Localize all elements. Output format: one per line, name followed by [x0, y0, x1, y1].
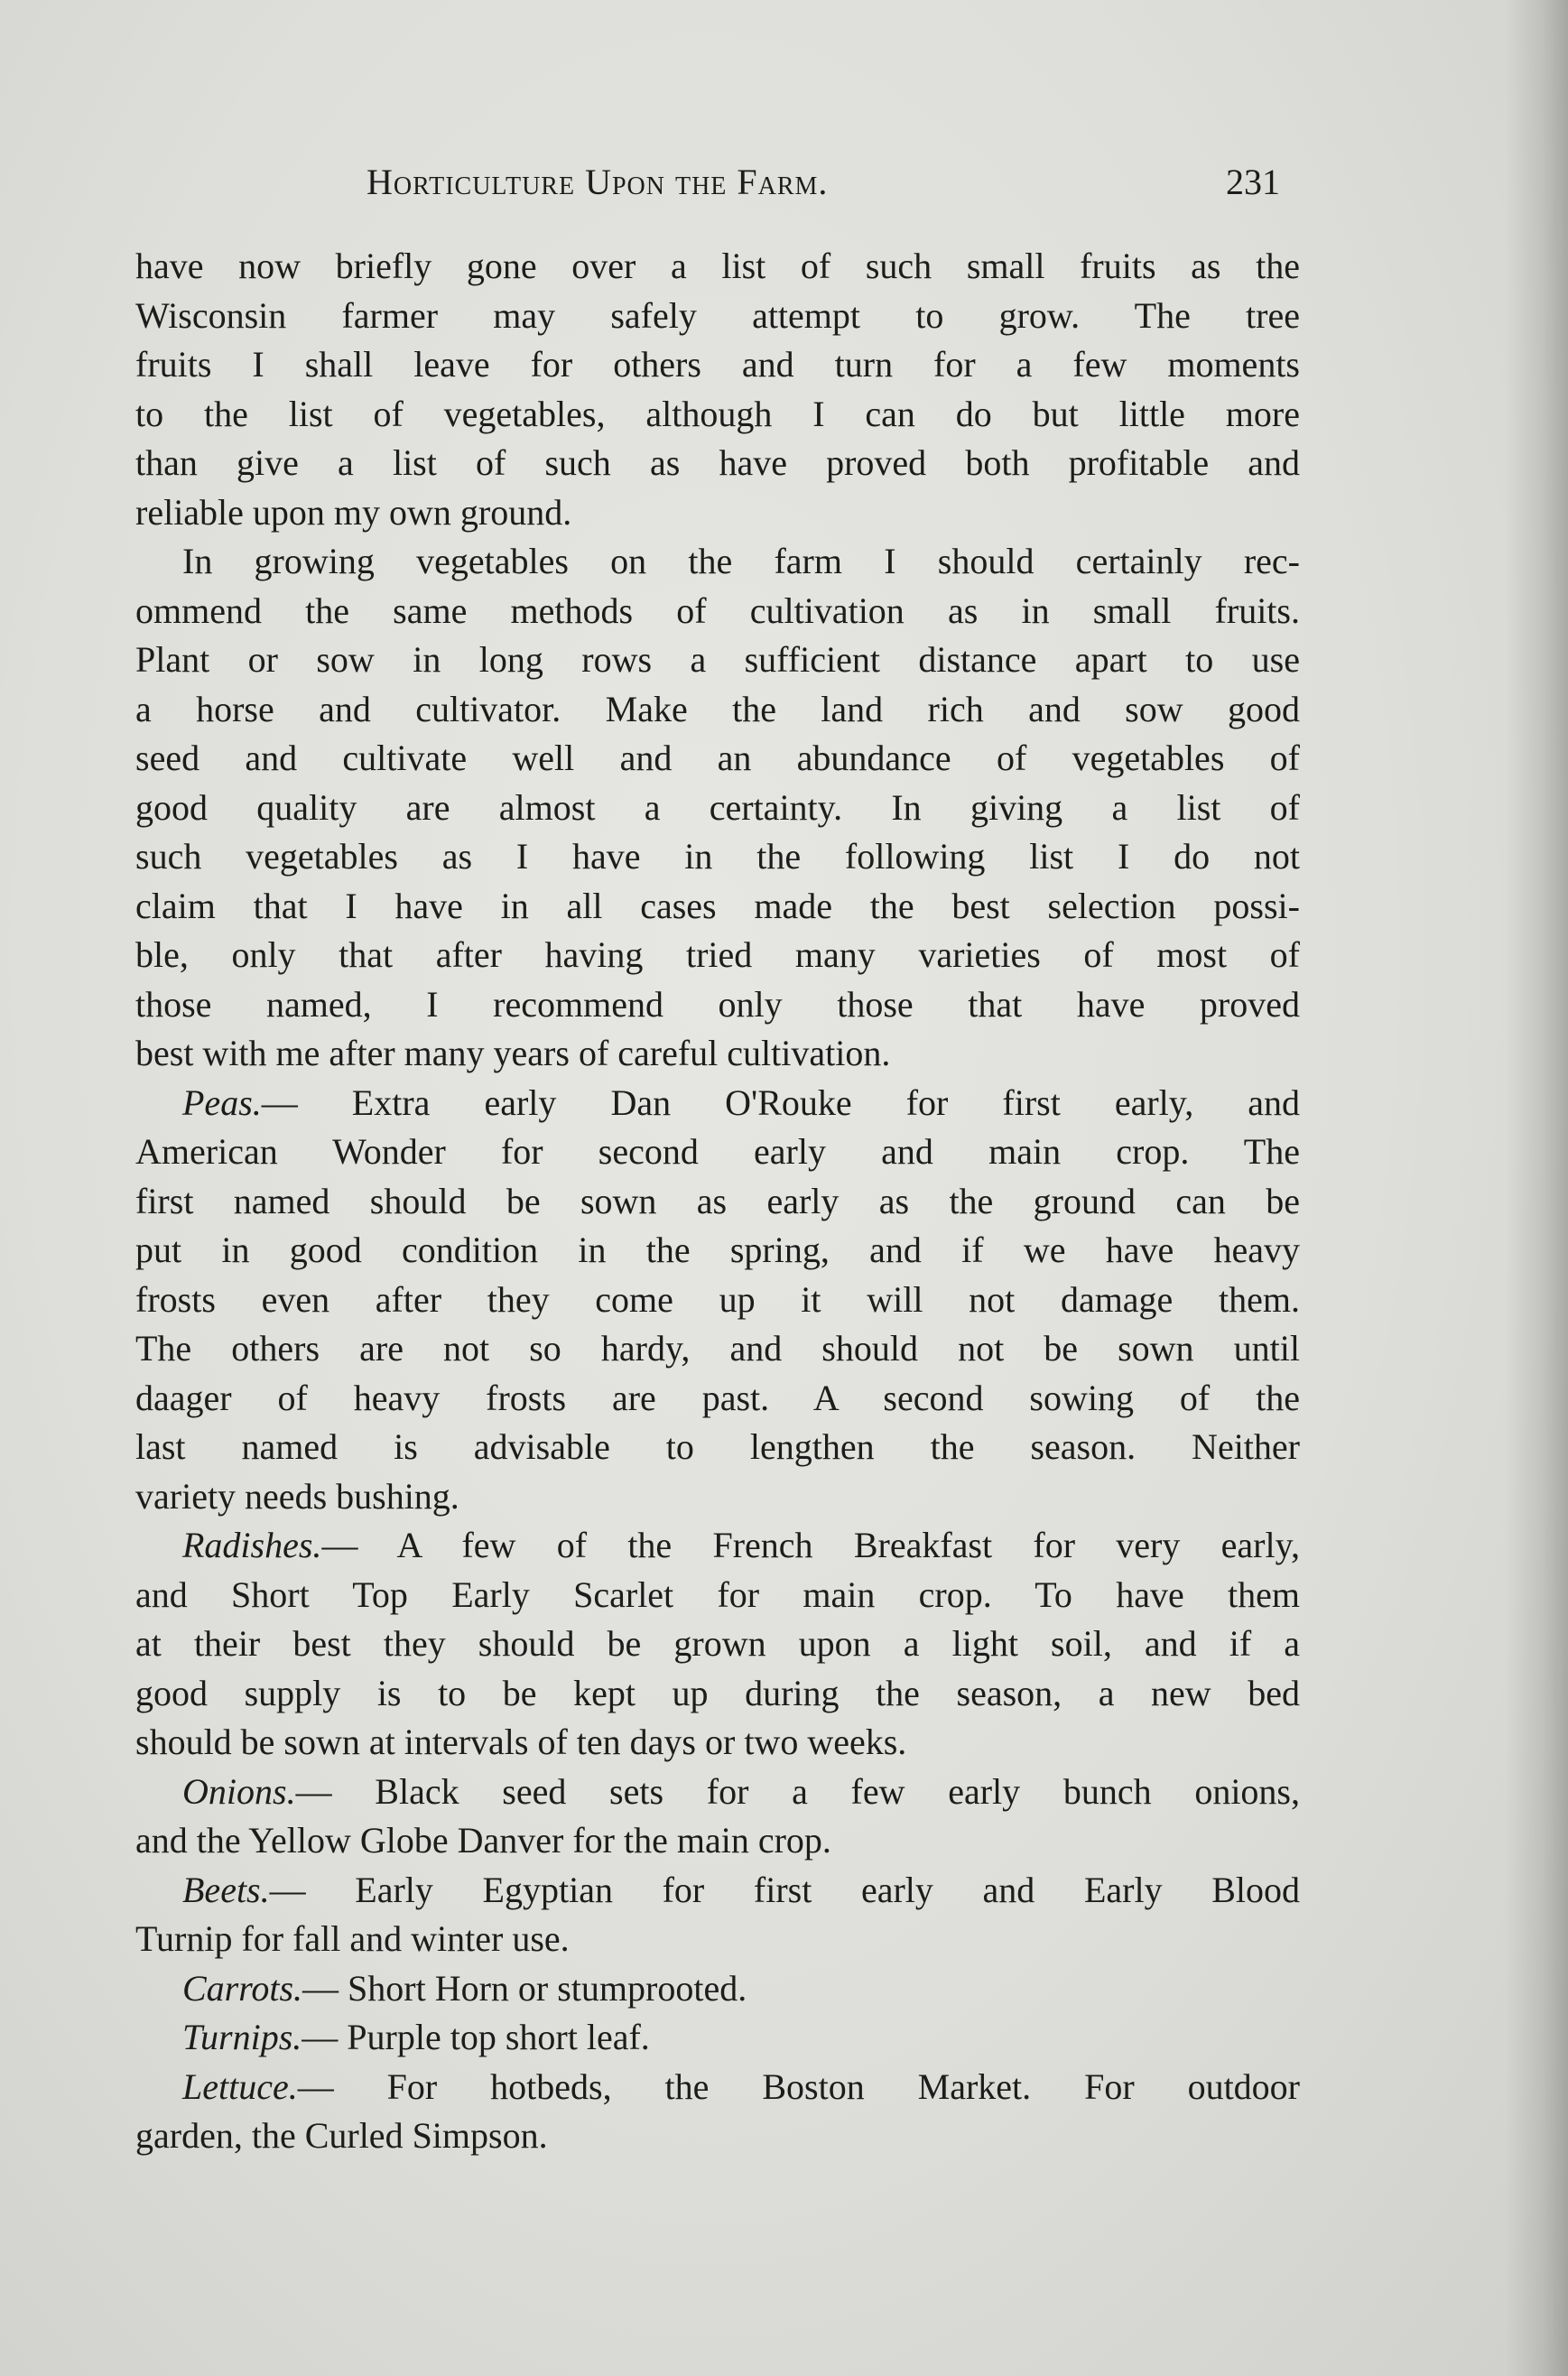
text-line: such vegetables as I have in the following list I do not — [135, 836, 1300, 877]
text-line: Plant or sow in long rows a sufficient distance apart to use — [135, 639, 1300, 680]
text-line: claim that I have in all cases made the best selection possi- — [135, 885, 1300, 926]
entry-heading: Lettuce. — [182, 2065, 298, 2107]
text-line: than give a list of such as have proved both profitable and — [135, 442, 1300, 483]
entry-text: — For hotbeds, the Boston Market. For outdoor — [297, 2065, 1300, 2107]
text-line: American Wonder for second early and main crop. The — [135, 1131, 1300, 1172]
running-head: Horticulture Upon the Farm. — [366, 162, 829, 202]
entry-heading: Turnips. — [182, 2017, 302, 2057]
entry-peas — [135, 1079, 1300, 1128]
text-line: first named should be sown as early as the ground can be — [135, 1180, 1300, 1221]
text-line: In growing vegetables on the farm I should certainly rec- — [182, 541, 1300, 581]
entry-lettuce — [135, 2063, 1300, 2112]
entry-heading: Beets. — [182, 1869, 270, 1910]
text-line: a horse and cultivator. Make the land rich and sow good — [135, 688, 1300, 729]
text-line: those named, I recommend only those that have proved — [135, 983, 1300, 1025]
entry-heading: Carrots. — [182, 1967, 303, 2009]
text-line: should be sown at intervals of ten days or two weeks. — [135, 1722, 907, 1762]
spine-shadow — [1505, 0, 1568, 2376]
entry-radishes — [135, 1521, 1300, 1571]
text-line: Turnip for fall and winter use. — [135, 1918, 570, 1959]
text-line: ommend the same methods of cultivation as in small fruits. — [135, 589, 1300, 631]
entry-text: — A few of the French Breakfast for very early, — [321, 1525, 1300, 1565]
text-line: seed and cultivate well and an abundance of vegetables of — [135, 738, 1300, 778]
entry-carrots — [135, 1964, 1300, 2014]
text-line: daager of heavy frosts are past. A second sowing of the — [135, 1377, 1300, 1418]
page-number: 231 — [1226, 162, 1280, 202]
text-line: to the list of vegetables, although I can do but little more — [135, 393, 1300, 434]
text-line: reliable upon my own ground. — [135, 491, 572, 533]
text-line: have now briefly gone over a list of such small fruits as the — [135, 246, 1300, 286]
entry-beets — [135, 1866, 1300, 1916]
entry-text: — Purple top short leaf. — [302, 2017, 650, 2057]
text-line: frosts even after they come up it will not damage them. — [135, 1278, 1300, 1320]
entry-text: — Extra early Dan O'Rouke for first early, and — [261, 1081, 1300, 1123]
entry-turnips — [135, 2013, 1300, 2063]
entry-heading: Radishes. — [182, 1525, 322, 1565]
text-line: last named is advisable to lengthen the season. Neither — [135, 1426, 1300, 1467]
text-line: and the Yellow Globe Danver for the main crop. — [135, 1820, 831, 1861]
text-line: variety needs bushing. — [135, 1475, 459, 1517]
entry-text: — Black seed sets for a few early bunch onions, — [295, 1770, 1300, 1812]
text-line: garden, the Curled Simpson. — [135, 2115, 548, 2156]
entry-text: — Early Egyptian for first early and Early Blood — [269, 1869, 1300, 1910]
entry-heading: Onions. — [182, 1770, 296, 1812]
text-line: fruits I shall leave for others and turn for a few moments — [135, 344, 1300, 385]
text-line: at their best they should be grown upon a light soil, and if a — [135, 1623, 1300, 1664]
entry-heading: Peas. — [182, 1081, 262, 1123]
text-line: The others are not so hardy, and should not be sown until — [135, 1328, 1300, 1369]
text-line: put in good condition in the spring, and if we have heavy — [135, 1230, 1300, 1270]
page-header — [135, 161, 1280, 215]
text-line: and Short Top Early Scarlet for main crop. To have them — [135, 1573, 1300, 1615]
entry-onions — [135, 1768, 1300, 1817]
entry-text: — Short Horn or stumprooted. — [302, 1967, 747, 2009]
text-line: ble, only that after having tried many varieties of most of — [135, 934, 1300, 975]
body-text — [135, 242, 1300, 2161]
text-line: good supply is to be kept up during the season, a new bed — [135, 1672, 1300, 1713]
text-line: Wisconsin farmer may safely attempt to grow. The tree — [135, 294, 1300, 336]
text-line: best with me after many years of careful cultivation. — [135, 1033, 891, 1073]
text-line: good quality are almost a certainty. In giving a list of — [135, 786, 1300, 828]
